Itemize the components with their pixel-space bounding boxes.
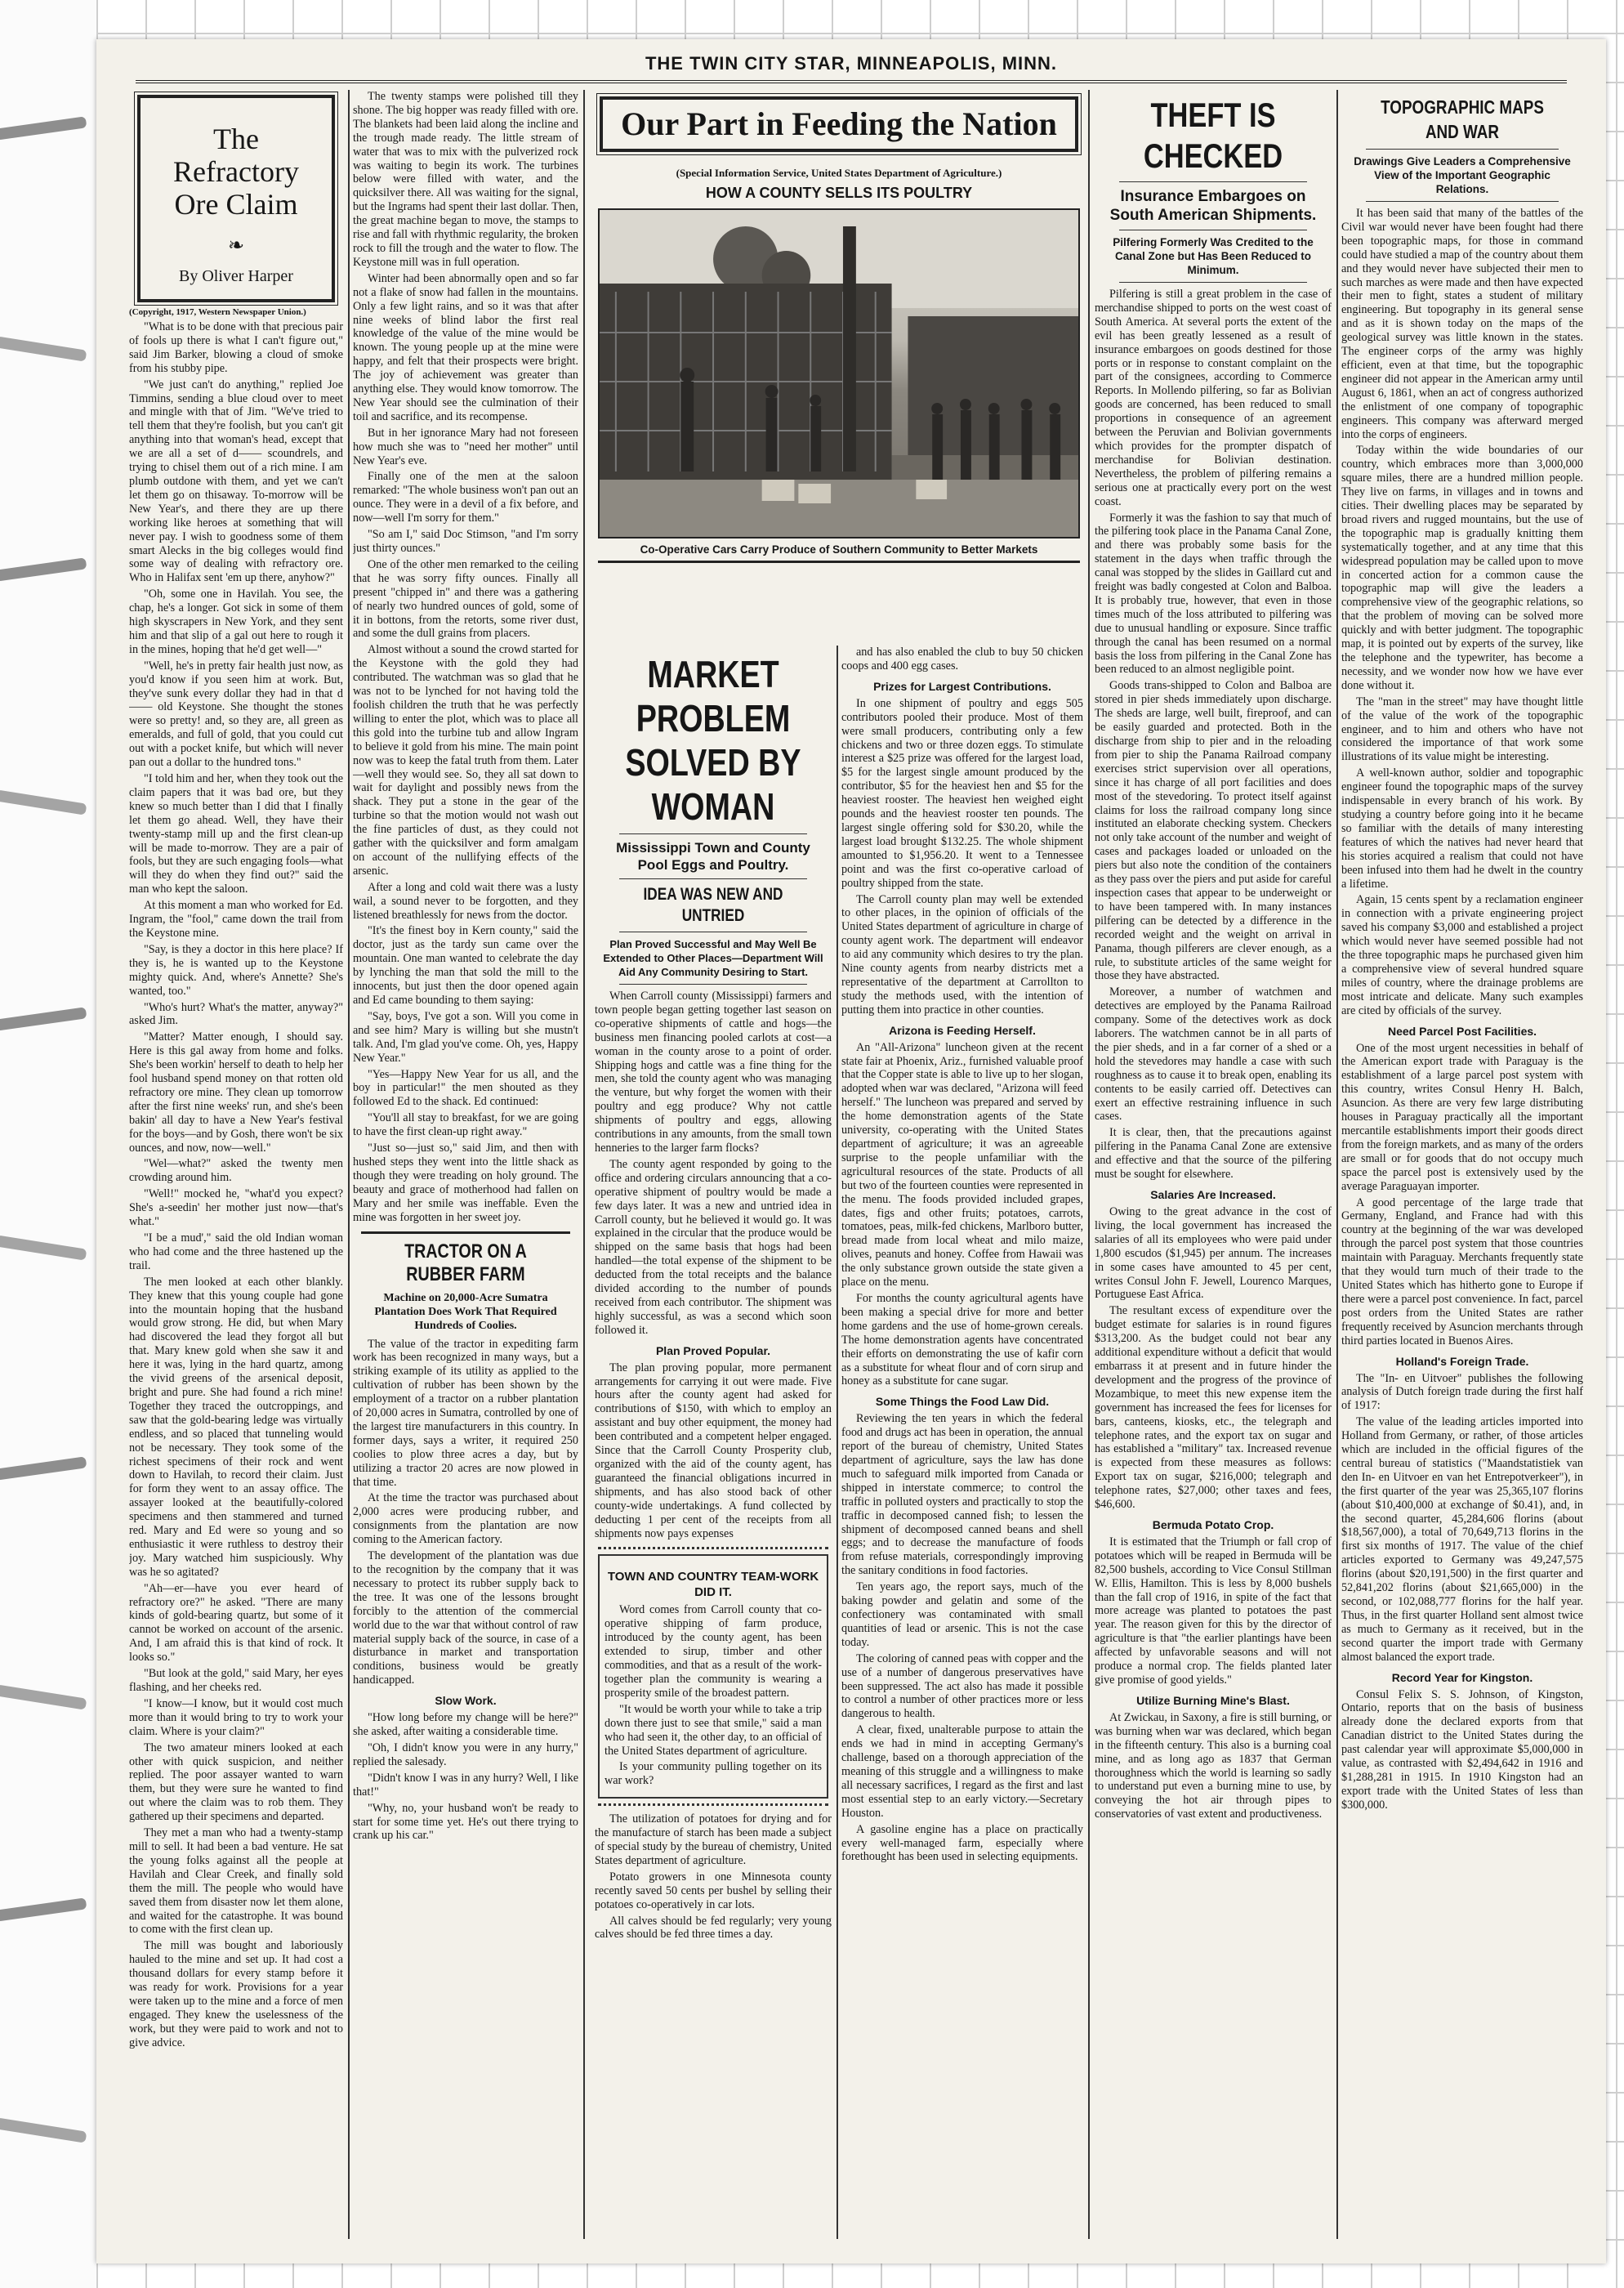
column-1 [129,90,343,2239]
paragraph: The men looked at each other blankly. They knew that this young couple had gone into the mountain hoping that the husband would grow strong. He did, but when Mary had discovered the lead they forgot all but that. Mary knew gold when she saw it and here it was, lying in the hard quartz, among the vivid greens of the arsenical deposit, bright and pure. She had found a rich mine! Together they traced the outcroppings, and saw that the gold-bearing ledge was virtually endless, and so placed that tunneling would not be necessary. They took some of the richest specimens of their rock and went down to Havilah, to record their claim. Just for form they went to an assay office. The assayer looked at the beautifully-colored specimens and then stammered and turned red. Mary and Ed were so young and so enthusiastic it were ruthless to destroy their joy. Mary watched him suspiciously. Why was he so agitated? [129,1275,343,1579]
parcel-subhead: Need Parcel Post Facilities. [1387,1024,1537,1038]
paragraph: In one shipment of poultry and eggs 505 contributors pooled their produce. Most of them were small producers, contributing only a few chickens and two or three dozen eggs. To stimulate interest a $25 prize was offered for the largest load, $5 for the largest single amount produced by the contributor, $5 for the heaviest hen and $5 for the heaviest rooster. The heaviest hen weighed eight pounds and the heaviest rooster ten pounds. The largest single offering sold for $30.20, while the largest load brought $132.25. The whole shipment amounted to $1,956.20. It went to a Tennessee point and was the first co-operative carload of poultry shipped from the state. [841,696,1083,890]
story-copyright: (Copyright, 1917, Western Newspaper Union.) [129,307,306,317]
kingston-subhead: Record Year for Kingston. [1391,1670,1533,1684]
paragraph: The mill was bought and laboriously hauled to the mine and set up. It had cost a thousand dollars for every stamp before it was ready for work. Provisions for a year were taken up to the mine and a force of men engaged. They knew the uselessness of the work, but they were paid to work and not to give advice. [129,1939,343,2049]
paragraph: The value of the tractor in expediting farm work has been recognized in many ways, but a striking example of its utility as applied to the cultivation of rubber has been shown by the employment of a tractor on a rubber plantation of 20,000 acres in Sumatra, controlled by one of the largest tire manufacturers in this country. In former days, says a writer, it required 250 coolies to plow three acres a day, but by utilizing a tractor 20 acres are now plowed in that time. [353,1337,578,1489]
paragraph: After a long and cold wait there was a lusty wail, a sound never to be forgotten, and they listened breathlessly for news from the doctor. [353,880,578,922]
paragraph: The two amateur miners looked at each other with quick suspicion, and neither replied. The poor assayer wanted to warn them, but they were sure he wanted to find out where the claim was to rob them. They gathered up their specimens and departed. [129,1741,343,1824]
paragraph: Potato growers in one Minnesota county recently saved 50 cents per bushel by selling their potatoes co-operatively in car lots. [595,1870,832,1911]
paragraph: "Say, is they a doctor in this here place? If they is, he is wanted up to the Keystone mighty quick. And, where's Annette? She's wanted, too." [129,942,343,998]
column-3 [595,646,832,2239]
paragraph: The utilization of potatoes for drying and for the manufacture of starch has been made a subject of special study by the bureau of chemistry, United States department of agriculture. [595,1812,832,1867]
rule [619,878,807,879]
paragraph: The value of the leading articles imported into Holland from Germany, or rather, of those articles which are included in the official figures of the central bureau of statistics ("Maandstatistiek van den In- en Uitvoer en van het Entrepotverkeer"), in the first quarter of the year was 25,365,107 florins (about $10,400,000 at exchange of $0.41), and, in the second quarter, 45,284,606 florins (about $18,567,000), a total of 70,649,713 florins in the first six months of 1917. The value of the chief articles exported to Germany was 49,247,575 florins (about $20,191,500) in the first quarter and 52,841,202 florins (about $21,665,000) in the second, or 102,088,777 florins for the half year. Thus, in the first quarter Holland sent almost twice as much to Germany as it received, but in the second quarter the import trade with Germany almost balanced the export trade. [1341,1415,1583,1664]
rule [1119,282,1307,283]
paragraph: For months the county agricultural agents have been making a special drive for more and better home gardens and the use of home-grown cereals. The home demonstration agents have concentrated their efforts on demonstrating the use of kafir corn as a substitute for wheat flour and of corn sirup and honey as a substitute for cane sugar. [841,1291,1083,1388]
town-country-body [605,1603,822,1788]
column-2 [353,90,578,2239]
rule [619,833,807,834]
paragraph: "Oh, I didn't know you were in any hurry," replied the salesady. [353,1741,578,1768]
paragraph: and has also enabled the club to buy 50 chicken coops and 400 egg cases. [841,646,1083,673]
column-rule [1336,90,1338,2239]
market-body [595,990,832,1338]
binding-stitch [0,116,87,140]
paragraph: The Carroll county plan may well be extended to other places, in the opinion of officials of the United States department of agriculture in charge of county agent work. The department will endeavor to aid any community which desires to try the plan. Nine county agents from nearby districts met a representative of the department at Carrollton to study the methods used, with the intention of putting them into practice in other counties. [841,892,1083,1017]
paragraph: When Carroll county (Mississippi) farmers and town people began getting together last season on co-operative shipments of cattle and hogs—the business men financing pooled carlots at cost—a woman in the county arose to a point of order. Shipping hogs and cattle was a fine thing for the men, she told the county agent who was managing the venture, but why forget the women with their poultry and egg produce? Why not cattle shipments of poultry and eggs, allowing contributions in any amounts, from the small town henneries to the larger farm flocks? [595,990,832,1155]
paragraph: Winter had been abnormally open and so far not a flake of snow had fallen in the mountains. Only a few light rains, and so it was that after nine weeks of blind labor the first real knowledge of the value of the mine would be known. The young people up at the mine were happy, and felt that their prospects were bright. The joy of achievement was greater than anything else. They would know tomorrow. The New Year should see the culmination of their toil and sacrifice, and its recompense. [353,271,578,423]
paragraph: "It's the finest boy in Kern county," said the doctor, just as the tardy sun came over the mountain. One man wanted to celebrate the day by lynching the man that sold the mill to the innocents, but just then the door opened again and Ed came bounding to them saying: [353,924,578,1007]
rule [1366,201,1559,202]
paragraph: "It would be worth your while to take a trip down there just to see that smile," said a man who had seen it, the other day, to an official of the United States department of agriculture. [605,1702,822,1758]
feeding-title: Our Part in Feeding the Nation [621,105,1057,142]
paragraph: All calves should be fed regularly; very young calves should be fed three times a day. [595,1914,832,1942]
rule [1366,149,1559,150]
tractor-deck: Machine on 20,000-Acre Sumatra Plantation Does Work That Required Hundreds of Coolies. [374,1291,557,1332]
paragraph: It has been said that many of the battles of the Civil war would never have been fought had there been topographic maps, for those in command could have studied a map of the country about them and they would never have subjected their men to such marches as were made and then have expected their men to fight, states a student of military engineering. But topography in its general sense and as it is shown today on the maps of the geological survey was little known in the states. The engineer corps of the army was highly efficient, even at that time, but the topographic engineer did not appear in the American army until August 6, 1861, when an act of congress authorized the enlistment of one company of topographic engineers. This company was afterward merged into the corps of engineers. [1341,207,1583,441]
section-divider [361,1231,570,1234]
market-headline-line1: MARKET PROBLEM [636,653,791,740]
blast-body [1095,1711,1332,1821]
topo-headline: TOPOGRAPHIC MAPS AND WAR [1381,96,1544,142]
paragraph: The coloring of canned peas with copper and the use of a number of dangerous preservatives have been suppressed. The act also has made it possible to control a number of other practices more or less dangerous to health. [841,1651,1083,1721]
theft-headline: THEFT IS CHECKED [1143,96,1283,175]
paragraph: Owing to the great advance in the cost of living, the local government has increased the salaries of all its employees who were paid under 1,800 escudos ($1,945) per annum. The increases in some cases have amounted to 45 per cent, writes Consul John F. Jewell, Lourenco Marques, Portuguese East Africa. [1095,1205,1332,1302]
paragraph: Finally one of the men at the saloon remarked: "The whole business won't pan out an ounce. They were in a devil of a fix before, and now—well I'm sorry for them." [353,470,578,525]
cooperative-cars-photo [598,208,1080,538]
paragraph: "What is to be done with that precious pair of fools up there is what I can't figure out," said Jim Barker, blowing a cloud of smoke from his stubby pipe. [129,320,343,375]
paragraph: It is estimated that the Triumph or fall crop of potatoes which will be reaped in Bermuda will be 82,500 bushels, according to Vice Consul Stillman W. Ellis, Hamilton. This is less by 8,000 bushels than the fall crop of 1916, in spite of the fact that more acreage was planted to potatoes the past year. The reason given for this by the director of agriculture is that "the earlier plantings have been affected by unfavorable seasons and will not produce a normal crop. The fields planted later give promise of good yields." [1095,1535,1332,1687]
potato-subhead: Bermuda Potato Crop. [1152,1517,1274,1531]
salaries-subhead: Salaries Are Increased. [1150,1188,1276,1201]
newspaper-page [96,39,1606,2263]
story-title: The Refractory Ore Claim [173,123,299,221]
paragraph: One of the most urgent necessities in behalf of the American export trade with Paraguay is the establishment of a large parcel post system with this country, writes Consul Henry H. Balch, Asuncion. As there are very few large distributing houses in Paraguay practically all the important mercantile establishments import their goods direct from the foreign markets, and as many of the orders are small or for goods that do not occupy much space the parcel post is extensively used by the average Paraguayan importer. [1341,1041,1583,1193]
paragraph: The "man in the street" may have thought little of the value of the work of the topographic engineer, and to him and others who have not considered the importance of that work some illustrations of its value might be interesting. [1341,695,1583,764]
paragraph: "But look at the gold," said Mary, her eyes flashing, and her cheeks red. [129,1667,343,1694]
plan-subhead: Plan Proved Popular. [655,1343,771,1357]
rule [1119,181,1307,182]
binding-stitch [0,2117,87,2143]
paragraph: "Just so—just so," said Jim, and then with hushed steps they went into the little shack as though they were treading on holy ground. The beauty and grace of motherhood had fallen on Mary and her smile was ineffable. Even the mine was forgotten in her sweet joy. [353,1142,578,1224]
paragraph: An "All-Arizona" luncheon given at the recent state fair at Phoenix, Ariz., furnished valuable proof that the Copper state is able to live up to her slogan, adopted when war was declared, "Arizona will feed herself." The luncheon was prepared and served by the home demonstration agents of the State university, co-operating with the United States department of agriculture; it was an agreeable surprise to the people unfamiliar with the agricultural resources of the state. Products of all but two of the fourteen counties were represented in the menu. The foods provided included grapes, dates, figs and other fruits; potatoes, carrots, tomatoes, peas, milk-fed chickens, Marlboro butter, bread made from local wheat and milo maize, olives, peanuts and honey. Coffee from Hawaii was the only substance grown outside the state given a place on the menu. [841,1040,1083,1289]
paragraph: Moreover, a number of watchmen and detectives are employed by the Panama Railroad company. Some of the detectives work as dock laborers. The watchmen cannot be in all parts of the pier sheds, and in a far corner of a shed or a hold the stevedores may handle a case with such roughness as to cause it to break open, enabling its contents to be easily carried off. Detectives can exert an effective restraining influence in such cases. [1095,985,1332,1124]
story-title-box [137,95,335,302]
binding-stitch [0,789,87,815]
masthead: THE TWIN CITY STAR, MINNEAPOLIS, MINN. [136,47,1567,83]
paragraph: At this moment a man who worked for Ed. Ingram, the "fool," came down the trail from the Keystone mine. [129,899,343,940]
paragraph: Ten years ago, the report says, much of the baking powder and gelatin and some of the confectionery was contaminated with small quantities of lead or arsenic. This is not the case today. [841,1580,1083,1649]
ornament-icon: ❧ [227,235,245,257]
market-deck-1: Mississippi Town and County Pool Eggs and Poultry. [616,840,810,873]
feeding-service-note: (Special Information Service, United States Department of Agriculture.) [676,167,1002,179]
binding-stitch [0,1235,87,1260]
slow-work-subhead: Slow Work. [435,1694,497,1708]
column-rule [837,646,838,2239]
paragraph: A gasoline engine has a place on practically every well-managed farm, especially where forethought has been used in selecting equipments. [841,1822,1083,1864]
kingston-body [1341,1688,1583,1812]
paragraph: "We just can't do anything," replied Joe Timmins, sending a blue cloud over to meet and mingle with that of Jim. "We've tried to tell them that they're foolish, but you can't git anything into that woman's head, except that we are all a set of d—— scoundrels, and trying to chisel them out of a rich mine. I am plumb outdone with them, and yet we can't let them go on thisaway. To-morrow will be New Year's, and there they are up there working like heroes at something that will never pay. I wish to goodness some of them smart Alecks in the big colleges would find some way of dealing with refractory ore. Who in Halifax sent 'em up there, anyhow?" [129,378,343,585]
paragraph: At Zwickau, in Saxony, a fire is still burning, or was burning when war was declared, which began in the fifteenth century. This also is a burning coal mine, and as long ago as 1837 that German thoroughness which the world is learning so sadly to understand put even a burning mine to use, by conveying the hot air through pipes to conservatories of vast extent and productiveness. [1095,1710,1332,1821]
paragraph: The twenty stamps were polished till they shone. The big hopper was ready filled with ore. The blankets had been laid along the incline and the trough made ready. The little stream of water that was to mix with the pulverized rock was waiting to begin its work. The turbines below were filled with water, and the quicksilver there. All was waiting for the signal, but the Ingrams had spent their last dollar. Then, the great machine began to move, the stamps to rise and fall with rhythmic regularity, the broken rock to fill the trough and the water to flow. The Keystone mill was in full operation. [353,90,578,269]
tractor-body [353,1338,578,1688]
paragraph: Today within the wide boundaries of our country, which embraces more than 3,000,000 square miles, there are a hundred million people. They live on farms, in villages and in towns and cities. Their dwelling places may be separated by broad rivers and rugged mountains, but the use of the topographic map is gradually knitting them systematically together, and at any time that this widespread population may be called upon to move in concerted action for a common cause the topographic map will give the leaders a comprehensive view of the geographic relations, so that the problem of moving can be solved more quickly and with better judgment. The topographic map, it is pointed out by experts of the survey, like the telephone and the typewriter, has become a necessity, and we wonder now how we have ever done without it. [1341,444,1583,692]
binding-stitch [0,1897,87,1921]
paragraph: "I know—I know, but it would cost much more than it would bring to try to work your claim. Where is your claim?" [129,1696,343,1738]
holland-body [1341,1372,1583,1665]
paragraph: The plan proving popular, more permanent arrangements for carrying it out were made. Five hours after the county agent had asked for contributions of $150, with which to employ an assistant and buy other equipment, the money had been contributed and a competent helper engaged. Since that the Carroll County Prosperity club, organized with the aid of the county agent, has guaranteed the financial obligations incurred in shipments, and has also stood back of other county-wide undertakings. A fund collected by deducting 1 per cent of the receipts from all shipments now pays expenses [595,1361,832,1540]
paragraph: A clear, fixed, unalterable purpose to attain the ends we had in mind in accepting Germany's challenge, based on a thorough appreciation of the meaning of this struggle and a willingness to make all necessary sacrifices, I regard as the first and last most essential step to an early victory.—Secretary Houston. [841,1723,1083,1820]
column-rule [583,90,585,2239]
paragraph: Pilfering is still a great problem in the case of merchandise shipped to ports on the west coast of South America. At several ports the extent of the evil has been greatly lessened as a result of insurance embargoes on goods destined for those ports or in response to constant complaint on the part of the consignees, according to Commerce Reports. In Mollendo pilfering, so far as Bolivian goods are concerned, has been reduced to small proportions in consequence of an agreement between the Peruvian and Bolivian governments which provides for the prompter dispatch of merchandise for Bolivian destination. Nevertheless, the problem of pilfering remains a serious one at practically every port on the west coast. [1095,288,1332,508]
paragraph: "Who's hurt? What's the matter, anyway?" asked Jim. [129,1000,343,1028]
topo-deck: Drawings Give Leaders a Comprehensive View of the Important Geographic Relations. [1354,155,1571,195]
paragraph: "Ah—er—have you ever heard of refractory ore?" he asked. "There are many kinds of gold-bearing quartz, but some of it cannot be worked on account of the arsenic. And, I am afraid this is that kind of rock. It looks so." [129,1581,343,1665]
column-5 [1095,90,1332,2239]
salaries-body [1095,1205,1332,1512]
paragraph: "Matter? Matter enough, I should say. Here is this gal away from home and folks. She's been workin' herself to death to help her fool husband spend money on that rotten old refractory ore mine. They clean up tomorrow after the first nine weeks' run, and she's been bakin' all day to have a New Year's festival for the boys—and by Gosh, there won't be six ounces, and now, now—well." [129,1030,343,1155]
ornamental-rule [598,1803,828,1806]
paragraph: "So am I," said Doc Stimson, "and I'm sorry just thirty ounces." [353,528,578,555]
paragraph: "Yes—Happy New Year for us all, and the boy in particular!" the men shouted as they followed Ed to the shack. Ed continued: [353,1067,578,1109]
slow-work-body [353,1711,578,1843]
prizes-subhead: Prizes for Largest Contributions. [873,679,1051,693]
binding-stitch [0,1007,87,1030]
paragraph: Reviewing the ten years in which the federal food and drugs act has been in operation, the annual report of the bureau of chemistry, United States department of agriculture, says the law has done much to safeguard milk imported from Canada or shipped in interstate commerce; to control the traffic in polluted oysters and practically to stop the traffic in decomposed canned fish; to lessen the shipment of decomposed canned beans and shell eggs; and to decrease the manufacture of foods from refuse materials, correspondingly improving the sanitary conditions in food factories. [841,1412,1083,1578]
column-rule [348,90,350,2239]
plan-body [595,1361,832,1541]
paragraph: Almost without a sound the crowd started for the Keystone with the gold they had contributed. The watchman was so glad that he was not to be lynched for not having told the foolish children the truth that he was perfectly willing to enter the plot, which was to place all this gold into the turbine tub and allow Ingram to believe it gold from his mine. The main point now was to keep the fatal truth from them. Later—well they would see. So, they all sat down to wait for daylight and possibly news from the shack. They put a stone in the gear of the turbine so that the motion would not wash out the fine particles of dust, as they could not gather with the quicksilver and form amalgam on account of the nullifying effects of the arsenic. [353,643,578,878]
feeding-section [595,90,1083,629]
town-country-box [598,1554,828,1799]
arizona-subhead: Arizona is Feeding Herself. [889,1023,1036,1037]
binding-stitch [0,557,87,581]
theft-deck-1: Insurance Embargoes on South American Shipments. [1109,188,1317,224]
paragraph: A good percentage of the large trade that Germany, England, and France had with this country at the beginning of the war was developed through the parcel post system that those countries maintain with Paraguay. Merchants frequently state that they would turn much of their trade to the United States which has hitherto gone to Europe if there were a parcel post convenience. In fact, parcel post orders from the United States are rather frequently received by Asuncion merchants through third parties located in Buenos Aires. [1341,1195,1583,1347]
column-4 [841,646,1083,2239]
feeding-subtitle: HOW A COUNTY SELLS ITS POULTRY [705,185,973,201]
food-law-subhead: Some Things the Food Law Did. [875,1395,1050,1409]
topo-body [1341,207,1583,1018]
photo-caption: Co-Operative Cars Carry Produce of Southern Community to Better Markets [640,543,1038,556]
paragraph: Is your community pulling together on its war work? [605,1760,822,1788]
paragraph: "You'll all stay to breakfast, for we are going to have the first clean-up right away." [353,1111,578,1139]
column-6 [1341,90,1583,2239]
binding-stitch [0,336,87,361]
paragraph: "Wel—what?" asked the twenty men crowding around him. [129,1157,343,1185]
story-body-part-2 [353,90,578,1225]
column-rule [1088,90,1090,2239]
story-byline: By Oliver Harper [179,267,293,285]
paragraph: But in her ignorance Mary had not foreseen how much she was to "need her mother" until New Year's eve. [353,426,578,467]
potato-body [1095,1535,1332,1687]
story-body-part-1 [129,320,343,2050]
paragraph: "How long before my change will be here?" she asked, after waiting a considerable time. [353,1711,578,1739]
tractor-headline: TRACTOR ON A RUBBER FARM [404,1240,527,1285]
section-divider [598,561,1080,563]
paragraph: The "In- en Uitvoer" publishes the following analysis of Dutch foreign trade during the first half of 1917: [1341,1371,1583,1413]
short-items [595,1812,832,1942]
rule [619,984,807,985]
paragraph: "I be a mud'," said the old Indian woman who had come and the three hastened up the trail. [129,1231,343,1272]
paragraph: "Say, boys, I've got a son. Will you come in and see him? Mary is willing but she mustn't talk. And, I'm glad you've come. Oh, yes, Happy New Year." [353,1009,578,1065]
theft-deck-2: Pilfering Formerly Was Credited to the Canal Zone but Has Been Reduced to Minimum. [1113,236,1314,276]
paragraph: The development of the plantation was due to the recognition by the company that it was necessary to protect its rubber supply back to the tree. It was one of the lessons brought forcibly to the attention of the commercial world due to the war that without control of raw material supply back of the source, in case of a disturbance in market and transportation conditions, business would be greatly handicapped. [353,1549,578,1687]
paragraph: "I told him and her, when they took out the claim papers that it was bad ore, but they knew so much better than I did that I finally let them go ahead. Well, they have their twenty-stamp mill up and the first clean-up will be made to-morrow. They are a pair of fools, but they are such engaging fools—what will they do when they find out?" said the man who kept the saloon. [129,772,343,896]
paragraph: It is clear, then, that the precautions against pilfering in the Panama Canal Zone are extensive and effective and that the source of the pilfering must be sought for elsewhere. [1095,1126,1332,1182]
paragraph: Consul Felix S. S. Johnson, of Kingston, Ontario, reports that on the basis of business already done the declared exports from that Canadian district to the United States during the past calendar year will approximate $5,000,000 in value, as contrasted with $2,494,642 in 1916 and $1,288,281 in 1915. In 1910 Kingston had an export trade with the United States of less than $300,000. [1341,1687,1583,1812]
paragraph: The resultant excess of expenditure over the budget estimate for salaries is in round figures $313,200. As the budget could not bear any additional expenditure without a deficit that would embarrass it at present and in future hinder the development and the progress of the province of Mozambique, to meet this new expense item the government has increased the fees for licenses for bars, canteens, kiosks, etc., the telegraph and telephone rates, and the export tax on sugar and has established a "military" tax. Increased revenue is expected from these measures as follows: Export tax on sugar, $216,000; telegraph and telephone rates, $27,000; other taxes and fees, $46,600. [1095,1304,1332,1512]
holland-subhead: Holland's Foreign Trade. [1395,1354,1529,1368]
paragraph: "Oh, some one in Havilah. You see, the chap, he's a longer. Got sick in some of them high skyscrapers in New York, and they sent him and that slip of a gal out here to rough it in the mines, hoping that he'd get well—" [129,588,343,656]
paragraph: A well-known author, soldier and topographic engineer found the topographic maps of the survey indispensable in every branch of his work. By studying a country before going into it he became so familiar with the details of many interesting features of which the natives had never heard that his stories acquired a realism that could not have been infused into them had he dwelt in the country a lifetime. [1341,766,1583,891]
paragraph: Again, 15 cents spent by a reclamation engineer in connection with a private engineering project saved his company $3,000 and established a project which would never have seemed possible had not the three topographic maps he purchased given him a comprehensive view of several hundred square miles of country, where the drainage problems are most intricate and delicate. Many such examples are cited by officials of the survey. [1341,893,1583,1017]
prizes-body [841,697,1083,1017]
paragraph: They met a man who had a twenty-stamp mill to sell. It had been a bad venture. He sat the young folks against all the people at Havilah and Clear Creek, and finally sold them the mill. The people who would have saved them from disaster now let them alone, and waited for the catastrophe. It was bound to come with the first clean up. [129,1826,343,1937]
club-continuation [841,646,1083,673]
market-deck-3: Plan Proved Successful and May Well Be Extended to Other Places—Department Will Aid Any Community Desiring to Start. [603,938,823,978]
market-deck-2: IDEA WAS NEW AND UNTRIED [643,885,783,925]
paragraph: One of the other men remarked to the ceiling that he was sorry fifty ounces. Finally all present "chipped in" and there was a gathering of nearly two hundred ounces of gold, some of it in bottons, from the retorts, some river dust, and some the dull grains from placers. [353,557,578,641]
paragraph: The county agent responded by going to the office and ordering circulars announcing that a co-operative shipment of poultry would be made a few days later. It was a new and untried idea in Carroll county, but he believed it would go. It was explained in the circular that the produce would be shipped on the same basis that hogs had been handled—the total expense of the shipment to be deducted from the total receipts and the balance divided according to the number of pounds received from each contributor. The shipment was highly successful, as was a second which soon followed it. [595,1157,832,1337]
binding-stitch [0,1456,87,1480]
arizona-body [841,1041,1083,1389]
paragraph: Word comes from Carroll county that co-operative shipping of farm produce, introduced by the county agent, has been extended to sirup, timber and other commodities, and that as a result of the work-together plan the community is wearing a prosperity smile of the broadest pattern. [605,1603,822,1700]
market-headline-line2: SOLVED BY WOMAN [625,741,801,828]
food-law-body [841,1412,1083,1864]
paragraph: "Why, no, your husband won't be ready to start for some time yet. He's out there trying to crank up his car." [353,1801,578,1843]
blast-subhead: Utilize Burning Mine's Blast. [1136,1693,1290,1707]
binding-stitch [0,1684,87,1709]
paragraph: "Well, he's in pretty fair health just now, as you'd know if you seen him at work. But, they've sunk every dollar they had in that d—— old Keystone. She thought the stones were so pretty! and, so they are, all green as emeralds, and full of gold, that you could cut out with a pocket knife, but which will never pan out a dollar to the hundred tons." [129,659,343,770]
theft-body [1095,288,1332,1182]
ornamental-rule [598,1547,828,1549]
paragraph: Goods trans-shipped to Colon and Balboa are stored in pier sheds immediately upon discharge. The sheds are large, well built, fireproof, and can be easily guarded and protected. Both in the discharge from ship to pier and in the reloading from pier to ship the Panama Railroad company exercises strict supervision over all operations, since it has charge of all port facilities and does most of the stevedoring. To protect itself against claims for loss the railroad company long since instituted an elaborate checking system. Checkers not only take account of the number and weight of cases and packages loaded or unloaded on the piers but also note the condition of the containers as they pass over the piers and put aside for careful inspection cases that appear to be underweight or to have been tampered with. In many instances pilfering can be detected by a difference in the recorded weight and the weight on arrival in Panama, though pilferers are clever enough, as a rule, to substitute articles of the same weight for those they have abstracted. [1095,679,1332,983]
paragraph: At the time the tractor was purchased about 2,000 acres were producing rubber, and consignments from the plantation are now coming to the American factory. [353,1491,578,1547]
page-binding-margin [0,0,96,2288]
paragraph: "Well!" mocked he, "what'd you expect? She's a-seedin' her mother just now—that's what." [129,1187,343,1229]
paragraph: Formerly it was the fashion to say that much of the pilfering took place in the Panama Canal Zone, and there was probably some basis for the statement in the days when traffic through the canal was stopped by the slides in Gaillard cut and freight was badly congested at Colon and Balboa. It is probably true, however, that even in those times much of the loss attributed to pilfering was due to unusual handling or exposure. Since traffic through the canal has been resumed on a normal basis the loss from pilfering in the Canal Zone has been reduced to an almost negligible point. [1095,511,1332,677]
feeding-title-box [600,96,1078,152]
town-country-title: TOWN AND COUNTRY TEAM-WORK DID IT. [607,1570,819,1600]
parcel-body [1341,1042,1583,1348]
paragraph: "Didn't know I was in any hurry? Well, I like that!" [353,1771,578,1799]
